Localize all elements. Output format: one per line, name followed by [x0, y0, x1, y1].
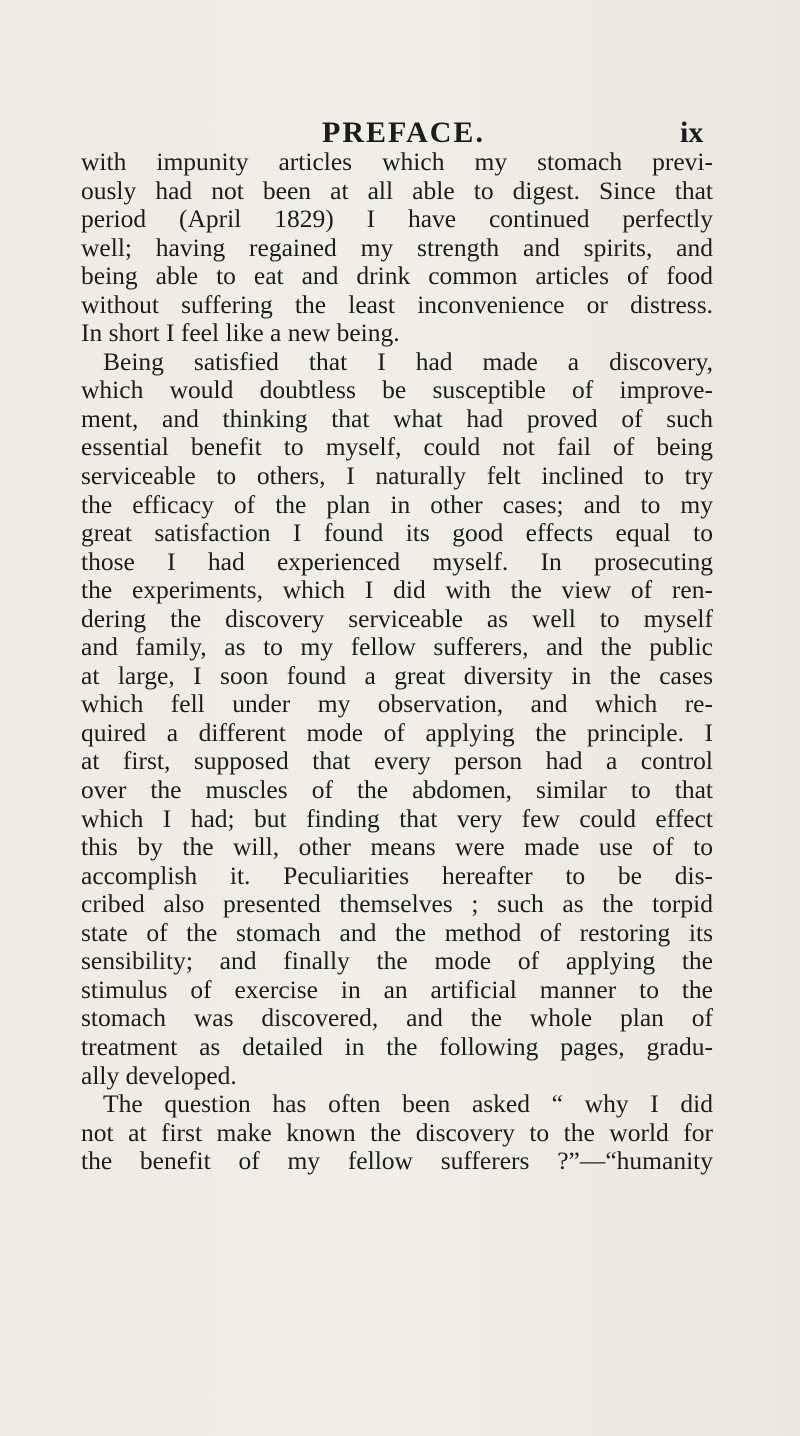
text-line: well; having regained my strength and spirits, and: [81, 232, 713, 262]
text-line: cribed also presented themselves ; such as the torpid: [81, 889, 713, 919]
text-line: essential benefit to myself, could not fail of being: [81, 432, 713, 462]
text-line: ally developed.: [81, 1060, 237, 1090]
text-line: serviceable to others, I naturally felt inclined to try: [81, 461, 713, 491]
text-line: being able to eat and drink common articles of food: [81, 261, 713, 291]
text-line: not at first make known the discovery to the world for: [81, 1117, 713, 1147]
text-line: accomplish it. Peculiarities hereafter to be dis-: [81, 860, 713, 890]
text-line: ment, and thinking that what had proved of such: [81, 403, 713, 433]
text-line: the efficacy of the plan in other cases; and to my: [81, 489, 713, 519]
text-line: dering the discovery serviceable as well to myself: [81, 603, 713, 633]
text-line: which would doubtless be susceptible of improve-: [81, 375, 713, 405]
text-line: which fell under my observation, and which re-: [81, 689, 713, 719]
text-line: and family, as to my fellow sufferers, and the public: [81, 632, 713, 662]
text-line: those I had experienced myself. In prosecuting: [81, 546, 713, 576]
text-line: without suffering the least inconvenience or distress.: [81, 289, 713, 319]
text-line: sensibility; and finally the mode of applying the: [81, 946, 713, 976]
text-line: the experiments, which I did with the view of ren-: [81, 575, 713, 605]
text-line: the benefit of my fellow sufferers ?”—“humanity: [81, 1146, 713, 1176]
text-line: state of the stomach and the method of restoring its: [81, 917, 713, 947]
text-line: treatment as detailed in the following pages, gradu-: [81, 1031, 713, 1061]
text-line: at first, supposed that every person had a control: [81, 746, 713, 776]
text-line: stimulus of exercise in an artificial manner to the: [81, 974, 713, 1004]
text-line: In short I feel like a new being.: [81, 318, 400, 348]
text-line: great satisfaction I found its good effects equal to: [81, 518, 713, 548]
page-header: [0, 116, 800, 150]
text-line: with impunity articles which my stomach previ-: [81, 147, 713, 176]
text-line: which I had; but finding that very few could effect: [81, 803, 713, 833]
text-line: stomach was discovered, and the whole plan of: [81, 1003, 713, 1033]
text-line: at large, I soon found a great diversity in the cases: [81, 660, 713, 690]
text-line: over the muscles of the abdomen, similar to that: [81, 775, 713, 805]
running-head: PREFACE.: [322, 116, 485, 149]
text-line: ously had not been at all able to digest. Since that: [81, 175, 713, 205]
text-line: quired a different mode of applying the principle. I: [81, 717, 713, 747]
text-line: The question has often been asked “ why I did: [103, 1089, 713, 1119]
page-number: ix: [680, 116, 704, 149]
body-text: [81, 148, 713, 1176]
text-line: this by the will, other means were made use of to: [81, 832, 713, 862]
text-line: Being satisfied that I had made a discovery,: [103, 346, 713, 376]
text-line: period (April 1829) I have continued perfectly: [81, 204, 713, 234]
